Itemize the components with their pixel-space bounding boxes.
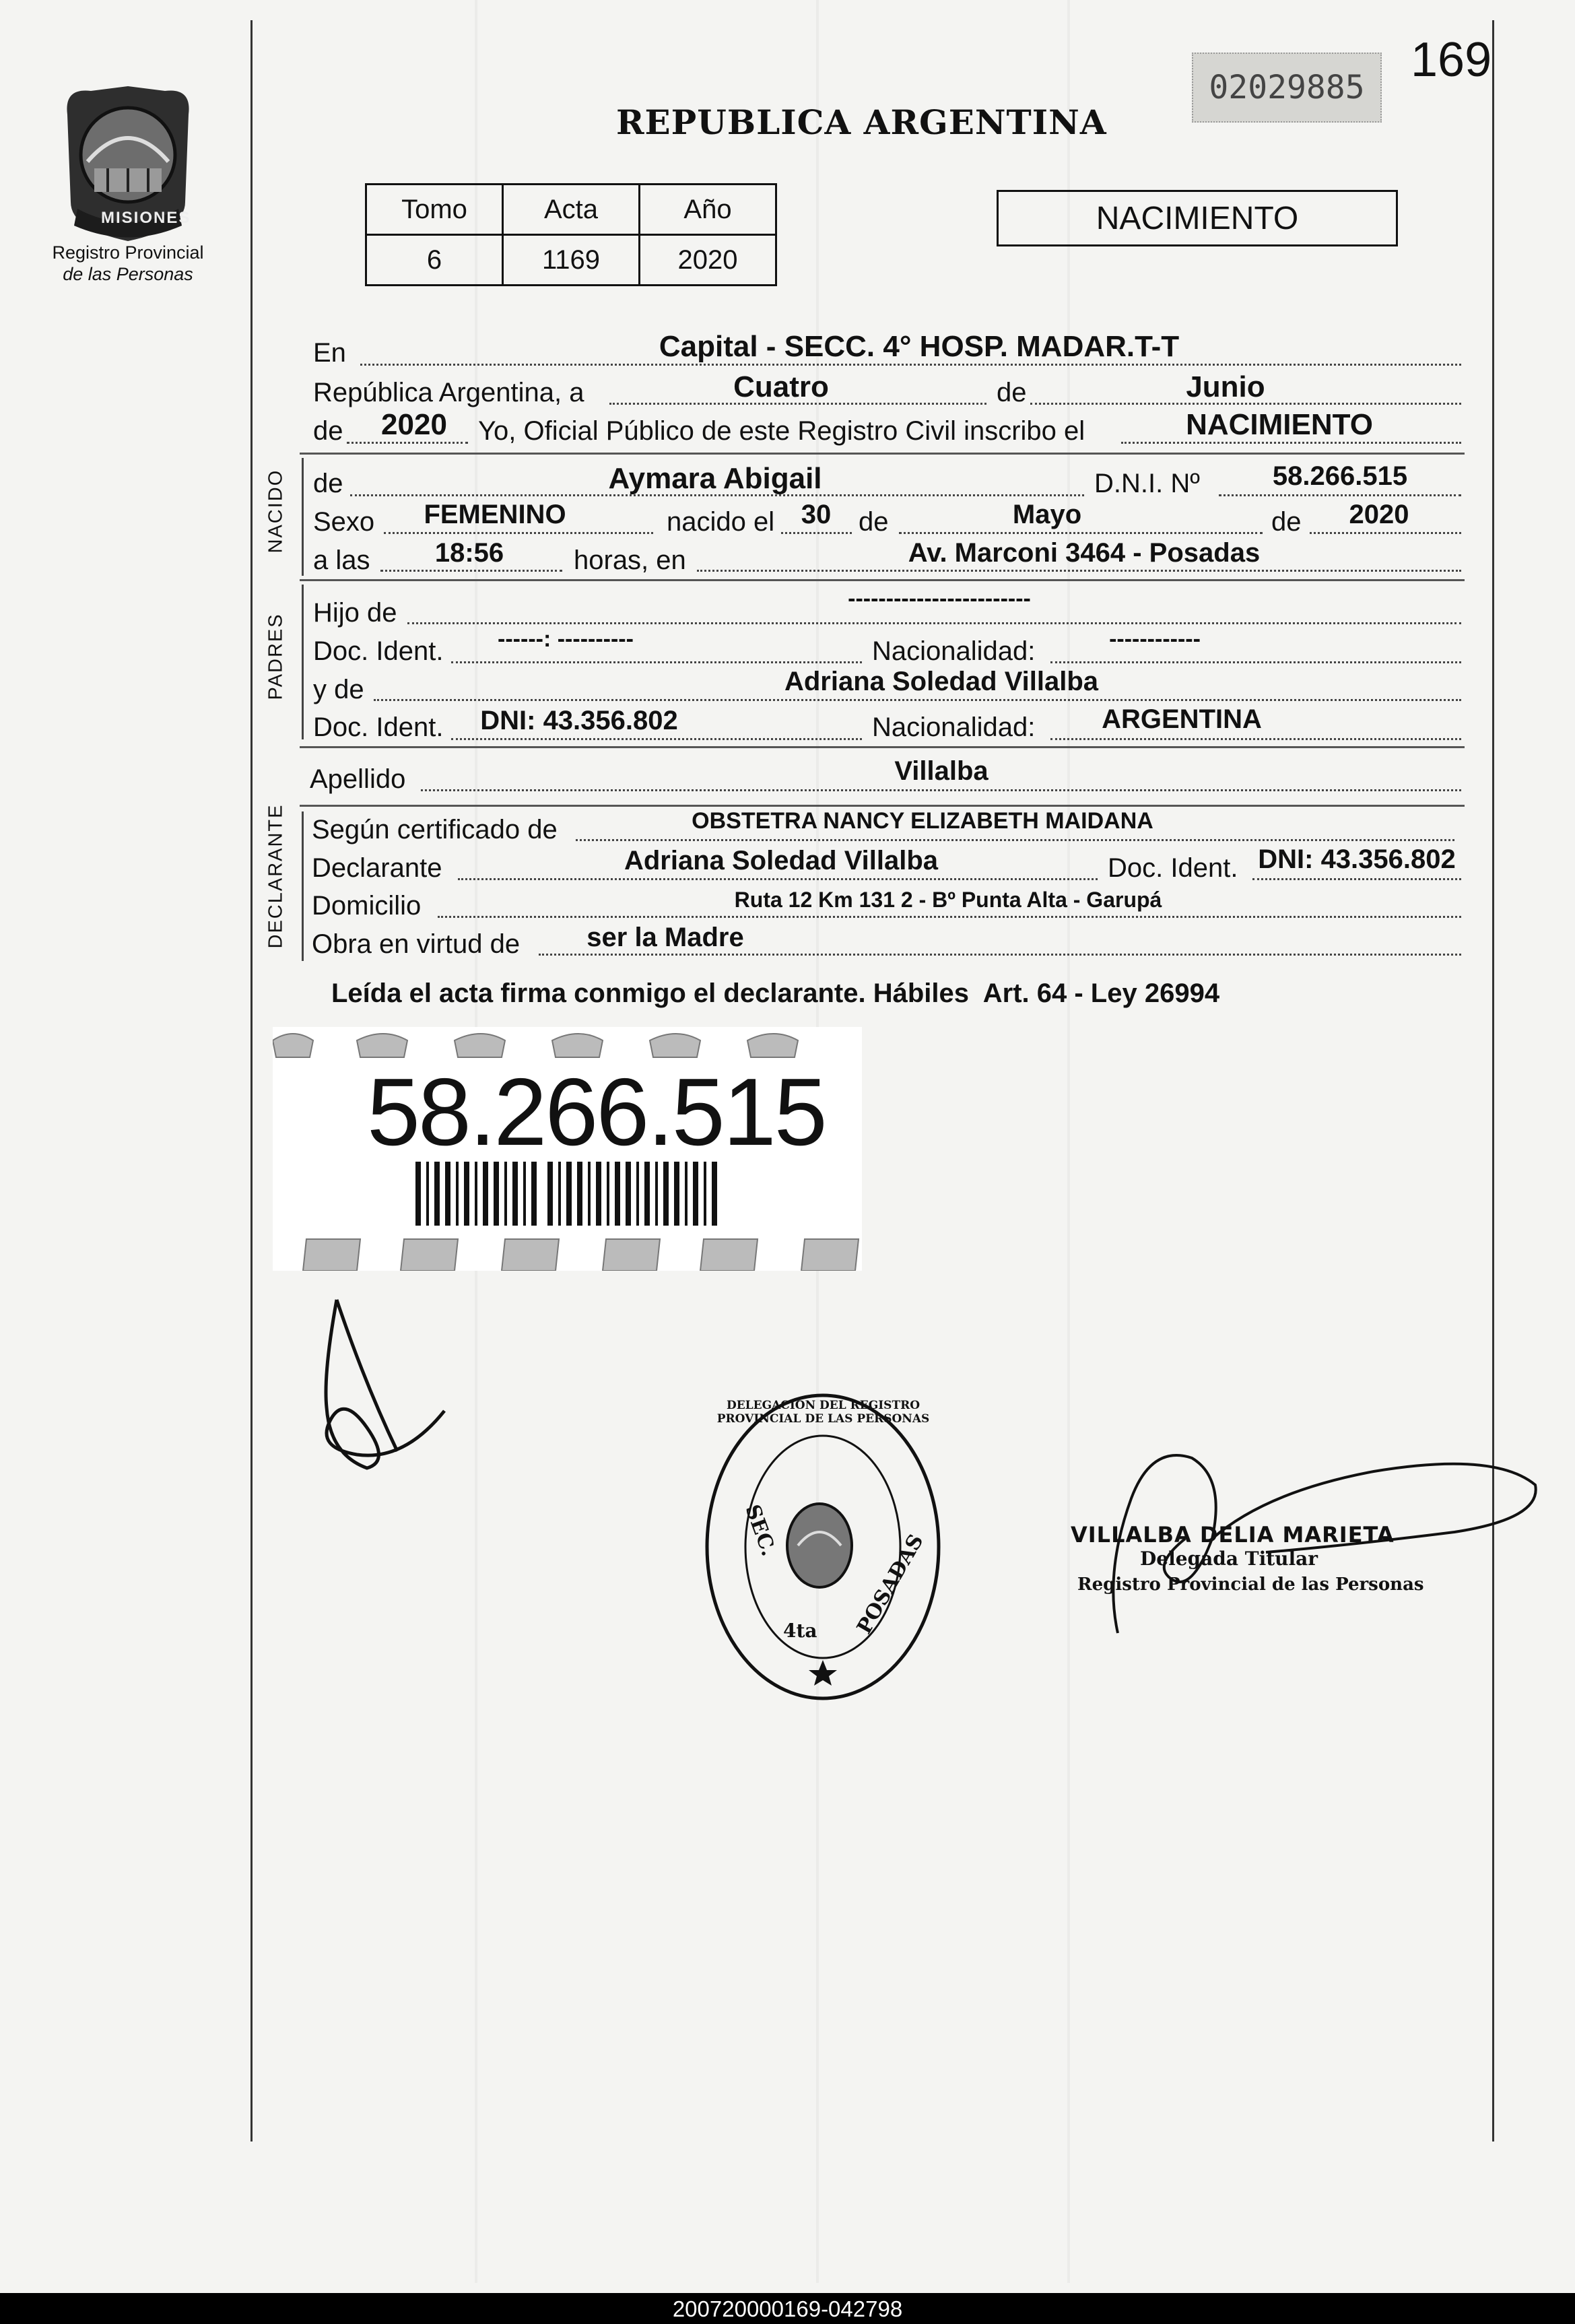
lugar-label: horas, en — [574, 545, 686, 575]
declarante-label: DECLARANTE — [265, 803, 287, 949]
page-title: REPUBLICA ARGENTINA — [616, 102, 1107, 142]
serial-number — [1192, 53, 1382, 123]
dni-sticker — [273, 1027, 862, 1271]
decl-dots — [458, 878, 1098, 880]
footer-bar — [0, 2293, 1575, 2324]
tomo-value: 6 — [366, 235, 503, 286]
left-margin-line — [250, 20, 253, 2142]
doc2-label: Doc. Ident. — [313, 712, 444, 742]
doc2-value: DNI: 43.356.802 — [480, 706, 678, 735]
signatory-org: Registro Provincial de las Personas — [1077, 1574, 1424, 1595]
nacido-de-label-3: de — [1271, 507, 1302, 537]
dom-dots — [438, 916, 1461, 918]
padre-dots — [407, 622, 1461, 624]
right-margin-line — [1492, 20, 1494, 2142]
anio-value: 2020 — [640, 235, 776, 286]
nac2-label: Nacionalidad: — [872, 712, 1036, 742]
nacido-dia: 30 — [801, 500, 832, 529]
doc1-dots — [451, 661, 862, 663]
anio-dots — [347, 442, 468, 444]
official-stamp — [704, 1391, 943, 1704]
madre-dots — [374, 699, 1461, 701]
nacido-lugar: Av. Marconi 3464 - Posadas — [908, 538, 1261, 568]
de-label-1: de — [997, 378, 1027, 407]
nac2-value: ARGENTINA — [1102, 704, 1262, 734]
nacido-sexo: FEMENINO — [424, 500, 566, 529]
dia-nac-dots — [781, 532, 852, 534]
padres-label: PADRES — [265, 613, 287, 700]
apellido-dots — [421, 789, 1461, 791]
signatory-role: Delegada Titular — [1140, 1548, 1318, 1570]
nacido-de-label: de — [313, 469, 343, 498]
en-dots — [360, 364, 1461, 366]
lugar-dots — [697, 570, 1461, 572]
tomo-header: Tomo — [366, 185, 503, 235]
dni-sticker-number: 58.266.515 — [367, 1059, 826, 1166]
dom-label: Domicilio — [312, 891, 422, 921]
signatory-name: VILLALBA DELIA MARIETA — [1071, 1522, 1395, 1548]
dni-label: D.N.I. Nº — [1094, 469, 1200, 498]
republica-label: República Argentina, a — [313, 378, 584, 407]
separator-3 — [300, 746, 1465, 748]
anio-nac-dots — [1310, 532, 1461, 534]
dia-value: Cuatro — [733, 370, 829, 403]
padre-value: ------------------------ — [848, 586, 1031, 611]
serial-text: 02029885 — [1209, 69, 1365, 106]
decl-label: Declarante — [312, 853, 442, 883]
mes-nac-dots — [899, 532, 1263, 534]
decl-doc-value: DNI: 43.356.802 — [1258, 844, 1456, 874]
dni-dots — [1219, 494, 1461, 496]
nac1-value: ------------ — [1109, 626, 1201, 652]
padres-bar — [302, 585, 304, 739]
stamp-inner-left: SEC. — [740, 1501, 781, 1560]
logo-banner: MISIONES — [101, 209, 191, 227]
declarant-signature — [303, 1293, 458, 1482]
stamp-inner-mid: 4ta — [783, 1620, 817, 1642]
nacido-el-label: nacido el — [667, 507, 775, 537]
nacido-label: NACIDO — [265, 469, 287, 554]
inscribo-text: Yo, Oficial Público de este Registro Civil inscribo el — [478, 416, 1085, 446]
decl-value: Adriana Soledad Villalba — [624, 846, 939, 875]
obra-label: Obra en virtud de — [312, 929, 521, 959]
closing-text: Leída el acta firma conmigo el declarante. Hábiles Art. 64 - Ley 26994 — [331, 978, 1220, 1008]
sexo-dots — [384, 532, 653, 534]
obra-value: ser la Madre — [587, 923, 744, 952]
decl-doc-dots — [1252, 878, 1461, 880]
record-type-box — [997, 190, 1398, 246]
apellido-label: Apellido — [310, 764, 406, 794]
nacido-nombre: Aymara Abigail — [608, 462, 822, 495]
nac1-dots — [1050, 661, 1461, 663]
inscribo-dots — [1121, 442, 1461, 444]
stamp-ring-text: DELEGACION DEL REGISTRO PROVINCIAL DE LAS PERSONAS — [716, 1399, 930, 1426]
nac2-dots — [1050, 738, 1461, 740]
stamp-inner-right: POSADAS — [852, 1530, 929, 1638]
anio-intro-value: 2020 — [381, 408, 447, 441]
cert-label: Según certificado de — [312, 815, 558, 844]
nacido-dni: 58.266.515 — [1272, 461, 1408, 491]
doc2-dots — [451, 738, 862, 740]
record-table — [365, 183, 777, 286]
nacido-bar — [302, 458, 304, 576]
yde-label: y de — [313, 675, 364, 704]
hora-dots — [380, 570, 562, 572]
doc1-label: Doc. Ident. — [313, 636, 444, 666]
separator-2 — [300, 579, 1465, 581]
cert-dots — [576, 839, 1454, 841]
record-type: NACIMIENTO — [1096, 200, 1299, 236]
de-label-2: de — [313, 416, 343, 446]
declarante-bar — [302, 811, 304, 961]
logo-caption-1: Registro Provincial — [52, 242, 204, 263]
nacido-de-label-2: de — [859, 507, 889, 537]
mes-value: Junio — [1186, 370, 1265, 403]
nacido-hora: 18:56 — [434, 538, 504, 568]
hijo-label: Hijo de — [313, 598, 397, 628]
footer-code: 200720000169-042798 — [672, 2296, 903, 2321]
hora-label: a las — [313, 545, 370, 575]
decl-doc-label: Doc. Ident. — [1108, 853, 1238, 883]
anio-header: Año — [640, 185, 776, 235]
dom-value: Ruta 12 Km 131 2 - Bº Punta Alta - Garupá — [734, 888, 1162, 912]
separator-1 — [300, 453, 1465, 455]
sexo-label: Sexo — [313, 507, 375, 537]
inscribo-value: NACIMIENTO — [1186, 408, 1373, 441]
madre-value: Adriana Soledad Villalba — [784, 667, 1099, 696]
acta-value: 1169 — [503, 235, 640, 286]
doc1-value: ------: ---------- — [498, 626, 634, 652]
en-label: En — [313, 338, 346, 368]
logo-caption-2: de las Personas — [63, 264, 193, 284]
nacido-mes: Mayo — [1012, 500, 1082, 529]
separator-4 — [300, 805, 1465, 807]
page-number: 169 — [1411, 33, 1492, 87]
en-value: Capital - SECC. 4° HOSP. MADAR.T-T — [659, 330, 1180, 363]
nac1-label: Nacionalidad: — [872, 636, 1036, 666]
acta-header: Acta — [503, 185, 640, 235]
apellido-value: Villalba — [894, 756, 988, 786]
nacido-anio: 2020 — [1349, 500, 1409, 529]
obra-dots — [539, 954, 1461, 956]
cert-value: OBSTETRA NANCY ELIZABETH MAIDANA — [692, 808, 1153, 834]
